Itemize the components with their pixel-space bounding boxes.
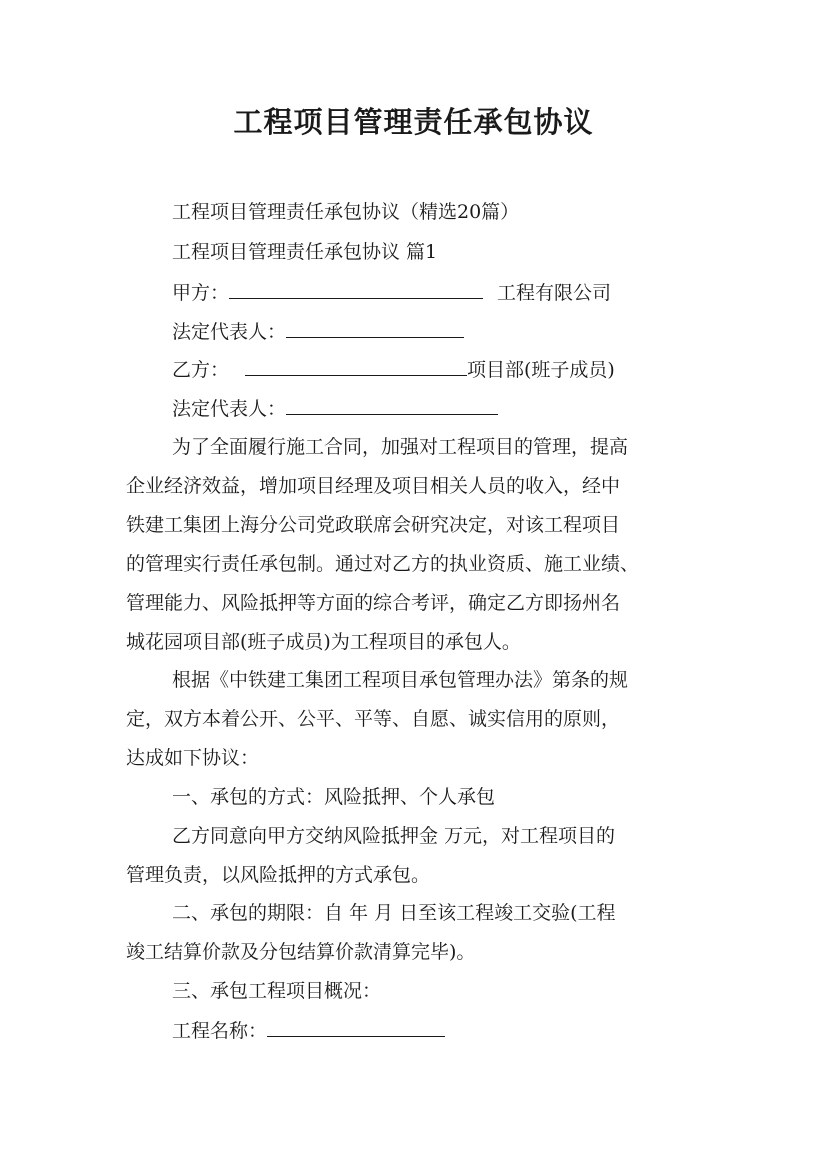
item1-line: 一、承包的方式：风险抵押、个人承包 xyxy=(172,786,496,808)
para1-line-1: 为了全面履行施工合同，加强对工程项目的管理，提高 xyxy=(172,436,629,458)
para2-line-1: 根据《中铁建工集团工程项目承包管理办法》第条的规 xyxy=(172,669,629,691)
party-b-rep-line xyxy=(172,396,498,421)
document-title: 工程项目管理责任承包协议 xyxy=(233,105,594,139)
party-a-rep-line xyxy=(172,319,464,344)
project-name-blank xyxy=(267,1018,445,1037)
para1-line-4: 的管理实行责任承包制。通过对乙方的执业资质、施工业绩、 xyxy=(126,553,640,575)
party-b-label: 乙方： xyxy=(172,359,230,381)
item3-line: 三、承包工程项目概况： xyxy=(172,980,382,1002)
para1-line-3: 铁建工集团上海分公司党政联席会研究决定，对该工程项目 xyxy=(126,514,621,536)
para3-line-1: 乙方同意向甲方交纳风险抵押金 万元，对工程项目的 xyxy=(172,825,616,847)
para1-line-5: 管理能力、风险抵押等方面的综合考评，确定乙方即扬州名 xyxy=(126,592,621,614)
party-b-rep-label: 法定代表人： xyxy=(172,398,287,420)
item2-line-1: 二、承包的期限：自 年 月 日至该工程竣工交验(工程 xyxy=(172,902,616,924)
project-name-line xyxy=(172,1018,445,1043)
party-b-rep-blank xyxy=(286,396,498,415)
party-a-blank xyxy=(229,280,483,299)
item2-line-2: 竣工结算价款及分包结算价款清算完毕)。 xyxy=(126,941,476,963)
para2-line-3: 达成如下协议： xyxy=(126,747,260,769)
para1-line-6: 城花园项目部(班子成员)为工程项目的承包人。 xyxy=(126,631,521,653)
party-a-label: 甲方： xyxy=(172,282,230,304)
para2-line-2: 定，双方本着公开、公平、平等、自愿、诚实信用的原则， xyxy=(126,708,621,730)
subtitle-line: 工程项目管理责任承包协议（精选20篇） xyxy=(172,201,520,223)
para3-line-2: 管理负责，以风险抵押的方式承包。 xyxy=(126,864,431,886)
party-b-suffix: 项目部(班子成员) xyxy=(467,359,615,381)
section-title: 工程项目管理责任承包协议 篇1 xyxy=(172,241,438,263)
party-a-suffix: 工程有限公司 xyxy=(497,282,612,304)
para1-line-2: 企业经济效益，增加项目经理及项目相关人员的收入，经中 xyxy=(126,475,621,497)
party-a-rep-blank xyxy=(286,319,464,338)
party-b-line xyxy=(172,357,615,382)
party-a-rep-label: 法定代表人： xyxy=(172,321,287,343)
party-b-blank xyxy=(245,357,467,376)
project-name-label: 工程名称： xyxy=(172,1020,268,1042)
party-a-line xyxy=(172,280,611,305)
